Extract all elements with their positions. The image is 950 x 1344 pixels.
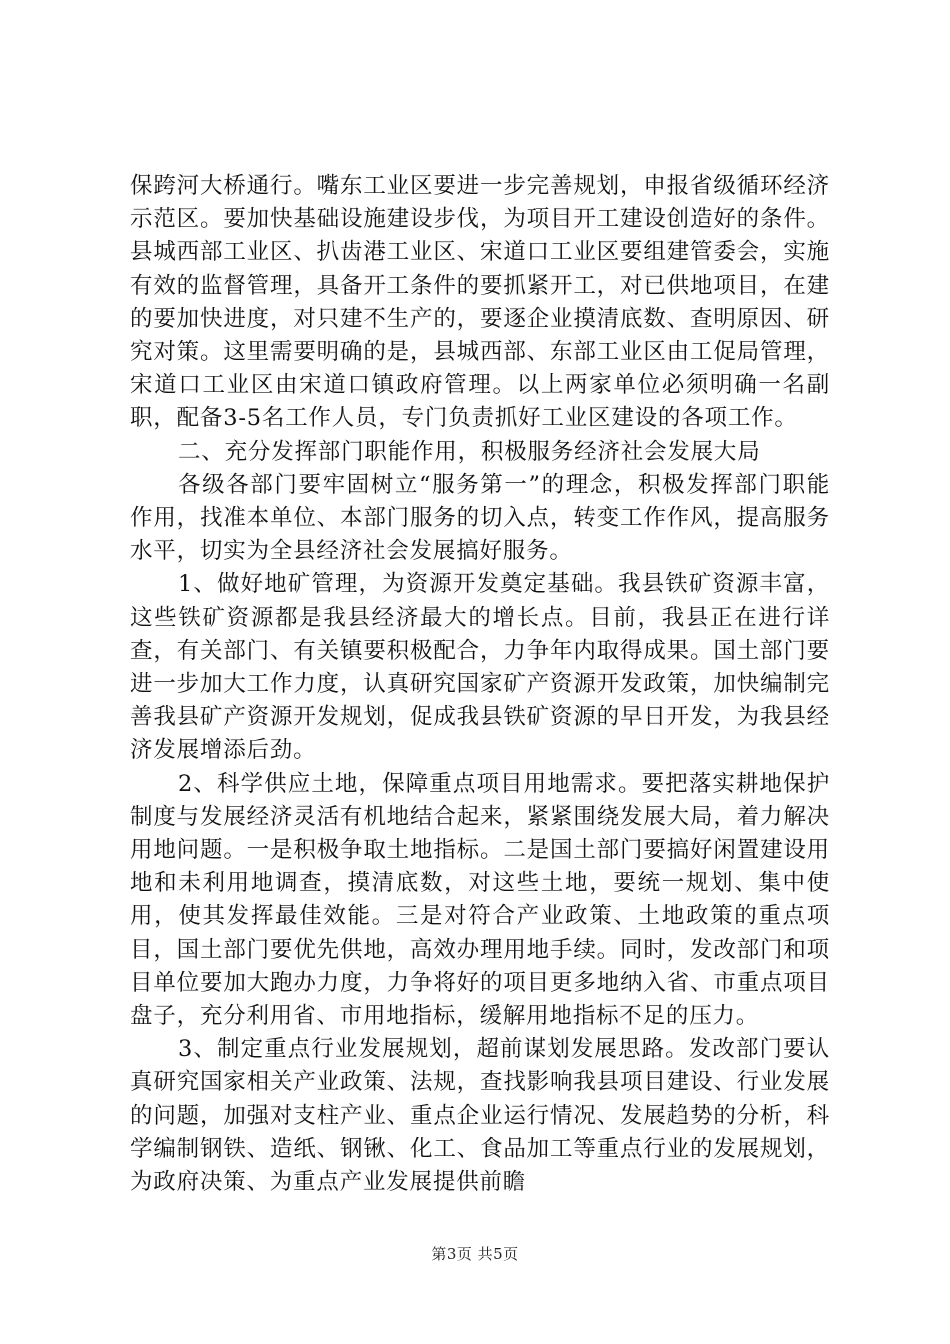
page-number-footer: 第3页 共5页 — [431, 1245, 519, 1263]
paragraph-continuation: 保跨河大桥通行。嘴东工业区要进一步完善规划，申报省级循环经济示范区。要加快基础设施建设步伐，为项目开工建设创造好的条件。县城西部工业区、扒齿港工业区、宋道口工业区要组建管委会，实施有效的监督管理，具备开工条件的要抓紧开工，对已供地项目，在建的要加快进度，对只建不生产的，要逐企业摸清底数、查明原因、研究对策。这里需要明确的是，县城西部、东部工业区由工促局管理，宋道口工业区由宋道口镇政府管理。以上两家单位必须明确一名副职，配备3-5名工作人员，专门负责抓好工业区建设的各项工作。 — [130, 173, 830, 432]
paragraph-item-1: 1、做好地矿管理，为资源开发奠定基础。我县铁矿资源丰富，这些铁矿资源都是我县经济最大的增长点。目前，我县正在进行详查，有关部门、有关镇要积极配合，力争年内取得成果。国土部门要进一步加大工作力度，认真研究国家矿产资源开发政策，加快编制完善我县矿产资源开发规划，促成我县铁矿资源的早日开发，为我县经济发展增添后劲。 — [130, 571, 830, 764]
paragraph-intro: 各级各部门要牢固树立“服务第一”的理念，积极发挥部门职能作用，找准本单位、本部门服务的切入点，转变工作作风，提高服务水平，切实为全县经济社会发展搞好服务。 — [130, 471, 830, 565]
paragraph-item-3: 3、制定重点行业发展规划，超前谋划发展思路。发改部门要认真研究国家相关产业政策、法规，查找影响我县项目建设、行业发展的问题，加强对支柱产业、重点企业运行情况、发展趋势的分析，科学编制钢铁、造纸、钢锹、化工、食品加工等重点行业的发展规划，为政府决策、为重点产业发展提供前瞻 — [130, 1036, 830, 1196]
document-body — [130, 170, 830, 1199]
section-heading: 二、充分发挥部门职能作用，积极服务经济社会发展大局 — [178, 438, 761, 465]
paragraph-item-2: 2、科学供应土地，保障重点项目用地需求。要把落实耕地保护制度与发展经济灵活有机地结合起来，紧紧围绕发展大局，着力解决用地问题。一是积极争取土地指标。二是国土部门要搞好闲置建设用地和未利用地调查，摸清底数，对这些土地，要统一规划、集中使用，使其发挥最佳效能。三是对符合产业政策、土地政策的重点项目，国土部门要优先供地，高效办理用地手续。同时，发改部门和项目单位要加大跑办力度，力争将好的项目更多地纳入省、市重点项目盘子，充分利用省、市用地指标，缓解用地指标不足的压力。 — [130, 770, 830, 1030]
